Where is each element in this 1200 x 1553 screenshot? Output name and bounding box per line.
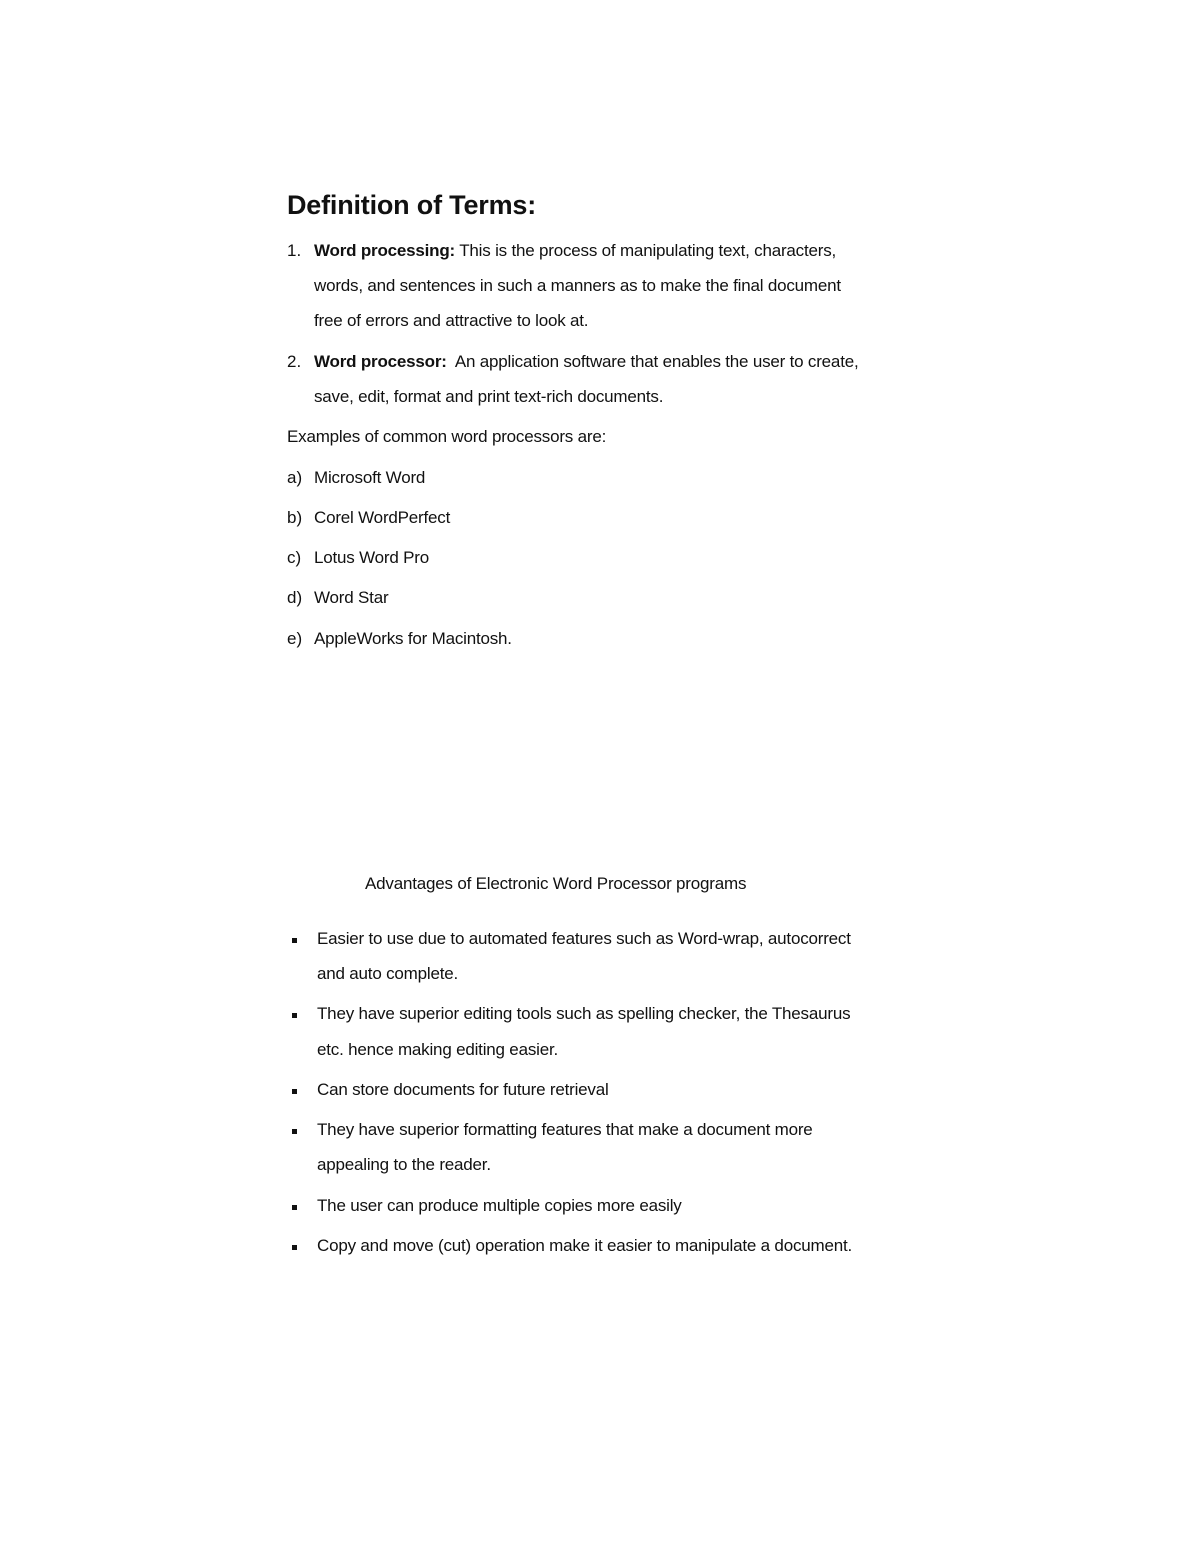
advantage-item: Easier to use due to automated features such as Word-wrap, autocorrect	[317, 929, 851, 948]
advantage-item: They have superior formatting features that make a document more	[317, 1120, 813, 1139]
definition-number: 1.	[287, 241, 302, 260]
advantage-item: The user can produce multiple copies more easily	[317, 1196, 682, 1215]
definition-item	[314, 351, 859, 373]
definition-term: Word processing:	[314, 241, 456, 260]
example-marker: d)	[287, 588, 303, 607]
advantage-item: Copy and move (cut) operation make it easier to manipulate a document.	[317, 1236, 853, 1255]
bullet-icon	[292, 1245, 297, 1250]
advantage-item: and auto complete.	[317, 964, 458, 983]
advantages-heading: Advantages of Electronic Word Processor programs	[365, 874, 747, 893]
bullet-icon	[292, 1205, 297, 1210]
example-marker: b)	[287, 508, 303, 527]
bullet-icon	[292, 1089, 297, 1094]
example-marker: e)	[287, 629, 303, 648]
definition-number: 2.	[287, 352, 302, 371]
definition-text: free of errors and attractive to look at.	[314, 311, 589, 330]
advantage-item: Can store documents for future retrieval	[317, 1080, 609, 1099]
bullet-icon	[292, 1013, 297, 1018]
page-heading: Definition of Terms:	[287, 190, 536, 220]
definition-text: words, and sentences in such a manners as to make the final document	[314, 276, 841, 295]
example-item: Word Star	[314, 588, 389, 607]
bullet-icon	[292, 938, 297, 943]
example-item: Corel WordPerfect	[314, 508, 451, 527]
example-item: Microsoft Word	[314, 468, 426, 487]
example-marker: a)	[287, 468, 303, 487]
advantage-item: appealing to the reader.	[317, 1155, 491, 1174]
definition-text: This is the process of manipulating text, characters,	[455, 241, 837, 260]
example-marker: c)	[287, 548, 302, 567]
advantage-item: They have superior editing tools such as spelling checker, the Thesaurus	[317, 1004, 851, 1023]
definition-text: An application software that enables the user to create,	[446, 352, 859, 371]
definition-term: Word processor:	[314, 352, 447, 371]
example-item: AppleWorks for Macintosh.	[314, 629, 512, 648]
definition-text: save, edit, format and print text-rich documents.	[314, 387, 664, 406]
definition-item	[314, 240, 836, 262]
examples-intro: Examples of common word processors are:	[287, 427, 607, 446]
advantage-item: etc. hence making editing easier.	[317, 1040, 558, 1059]
example-item: Lotus Word Pro	[314, 548, 429, 567]
bullet-icon	[292, 1129, 297, 1134]
